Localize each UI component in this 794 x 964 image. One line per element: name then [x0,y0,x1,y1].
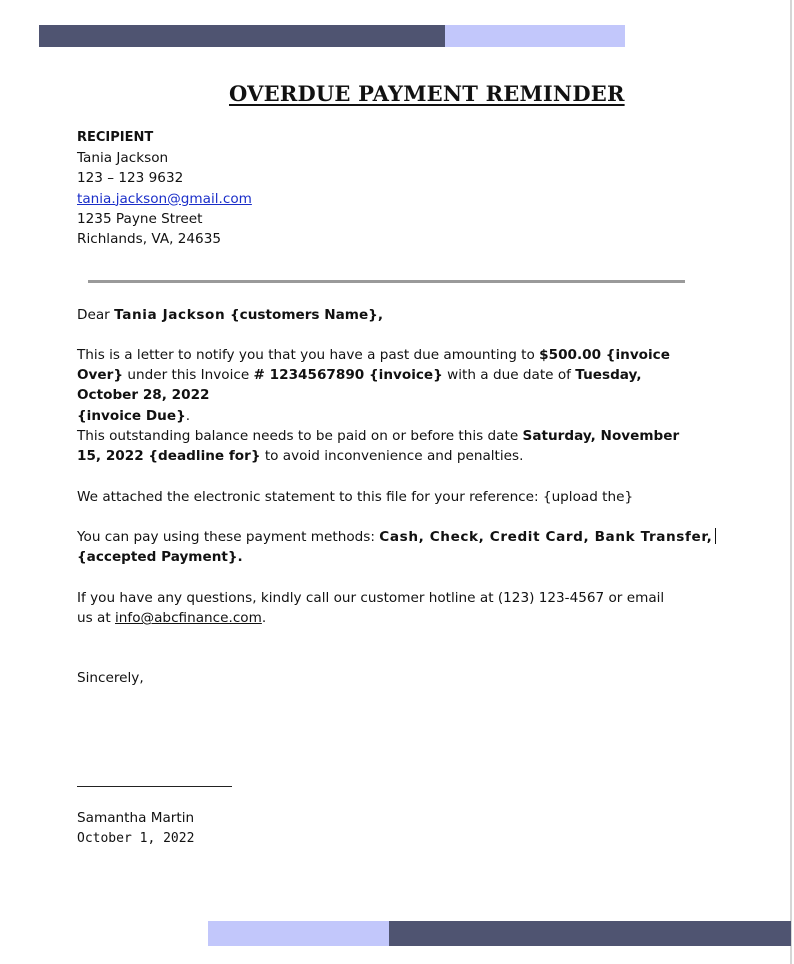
salutation-name: Tania Jackson [114,307,226,323]
p1-due-date: Tuesday, October 28, 2022 [77,367,642,404]
recipient-street: 1235 Payne Street [77,210,203,227]
page-edge [790,0,792,964]
p1-end: . [185,407,191,424]
p1-amount: $500.00 {invoice Over} [77,347,670,384]
page-title: OVERDUE PAYMENT REMINDER [229,81,625,106]
p5-end: . [261,610,267,627]
signature-name: Samantha Martin [77,810,195,826]
p5-text1: If you have any questions, kindly call our customer hotline at (123) 123-4567 or email [77,590,665,606]
p5-text2: us at [77,610,116,627]
p1-text1: This is a letter to notify you that you have a past due amounting to [77,347,540,363]
p2-deadline: Saturday, November 15, 2022 {deadline for} [77,428,680,465]
recipient-email-link[interactable]: tania.jackson@gmail.com [77,190,252,207]
paragraph-payment-methods [77,527,717,567]
p1-invoice: # 1234567890 {invoice} [253,367,443,384]
recipient-label: RECIPIENT [77,130,154,145]
recipient-phone: 123 – 123 9632 [77,170,184,187]
signature-date: October 1, 2022 [77,831,195,846]
p3-text: We attached the electronic statement to this file for your reference: {upload the} [77,489,634,505]
section-divider [88,280,685,283]
footer-light-bar [208,921,389,946]
contact-email-link[interactable]: info@abcfinance.com [115,610,262,627]
salutation [77,305,717,325]
text-cursor [715,528,716,544]
paragraph-contact [77,588,717,628]
p1-text3: with a due date of [442,367,576,384]
closing: Sincerely, [77,670,144,686]
recipient-city: Richlands, VA, 24635 [77,231,222,248]
p1-text2: under this Invoice [123,367,254,384]
p4-placeholder: {accepted Payment}. [77,549,243,566]
header-light-bar [445,25,625,47]
footer-dark-bar [389,921,791,946]
paragraph-past-due [77,345,707,426]
paragraph-deadline [77,426,697,466]
signature-line [77,786,232,787]
salutation-prefix: Dear [77,307,115,323]
paragraph-statement [77,487,717,507]
p2-text2: to avoid inconvenience and penalties. [260,448,524,465]
recipient-block [77,128,252,249]
p4-text1: You can pay using these payment methods: [77,529,380,545]
header-dark-bar [39,25,445,47]
recipient-name: Tania Jackson [77,150,169,167]
p1-due-placeholder: {invoice Due} [77,407,186,424]
p4-methods: Cash, Check, Credit Card, Bank Transfer, [379,529,713,545]
salutation-placeholder: {customers Name}, [225,307,384,323]
p2-text1: This outstanding balance needs to be paid on or before this date [77,428,523,444]
